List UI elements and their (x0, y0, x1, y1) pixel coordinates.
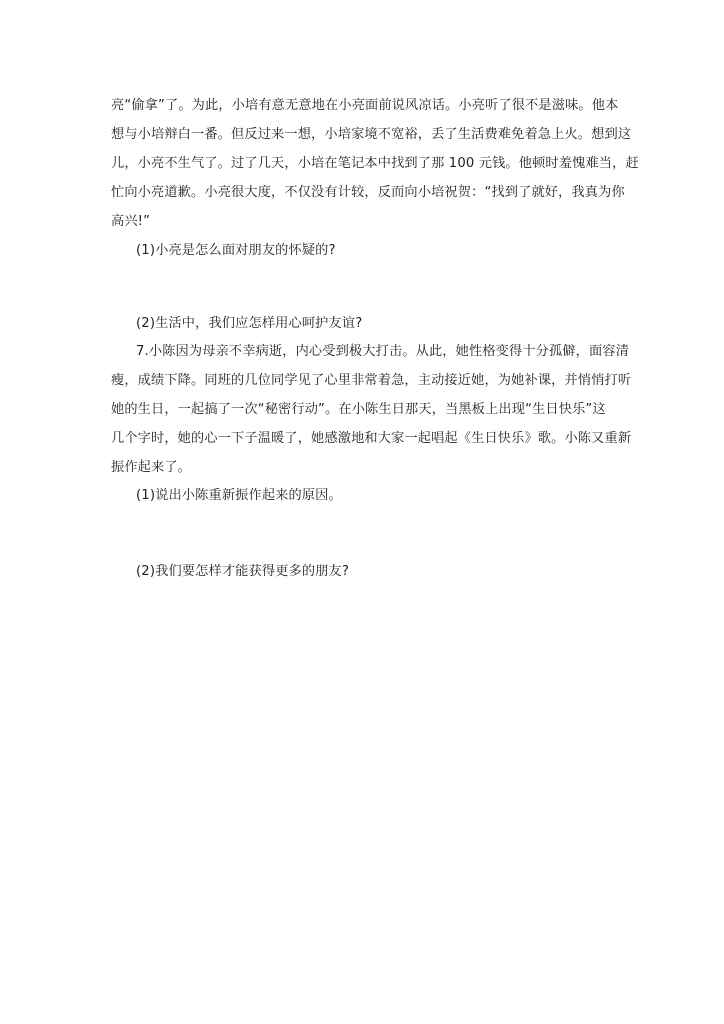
question-7-2: (2)我们要怎样才能获得更多的朋友? (136, 564, 350, 579)
story7-line-5: 振作起来了。 (111, 460, 192, 475)
story7-line-4: 几个字时，她的心一下子温暖了，她感激地和大家一起唱起《生日快乐》歌。小陈又重新 (111, 431, 632, 446)
question-6-1: (1)小亮是怎么面对朋友的怀疑的? (136, 243, 336, 258)
story7-line-3: 她的生日，一起搞了一次“秘密行动”。在小陈生日那天，当黑板上出现“生日快乐”这 (111, 402, 606, 417)
story7-line-2: 瘦，成绩下降。同班的几位同学见了心里非常着急，主动接近她，为她补课，并悄悄打听 (111, 373, 632, 388)
question-6-2: (2)生活中，我们应怎样用心呵护友谊? (136, 316, 363, 331)
story6-line-3: 儿，小亮不生气了。过了几天，小培在笔记本中找到了那 100 元钱。他顿时羞愧难当，赶 (111, 156, 639, 171)
story6-line-4: 忙向小亮道歉。小亮很大度，不仅没有计较，反而向小培祝贺：“找到了就好，我真为你 (111, 185, 625, 200)
story6-line-1: 亮“偷拿”了。为此，小培有意无意地在小亮面前说风凉话。小亮听了很不是滋味。他本 (111, 98, 619, 113)
story6-line-2: 想与小培辩白一番。但反过来一想，小培家境不宽裕，丢了生活费难免着急上火。想到这 (111, 127, 632, 142)
story6-line-5: 高兴!” (111, 214, 151, 229)
story7-line-1: 7.小陈因为母亲不幸病逝，内心受到极大打击。从此，她性格变得十分孤僻，面容清 (136, 344, 630, 359)
question-7-1: (1)说出小陈重新振作起来的原因。 (136, 488, 342, 503)
